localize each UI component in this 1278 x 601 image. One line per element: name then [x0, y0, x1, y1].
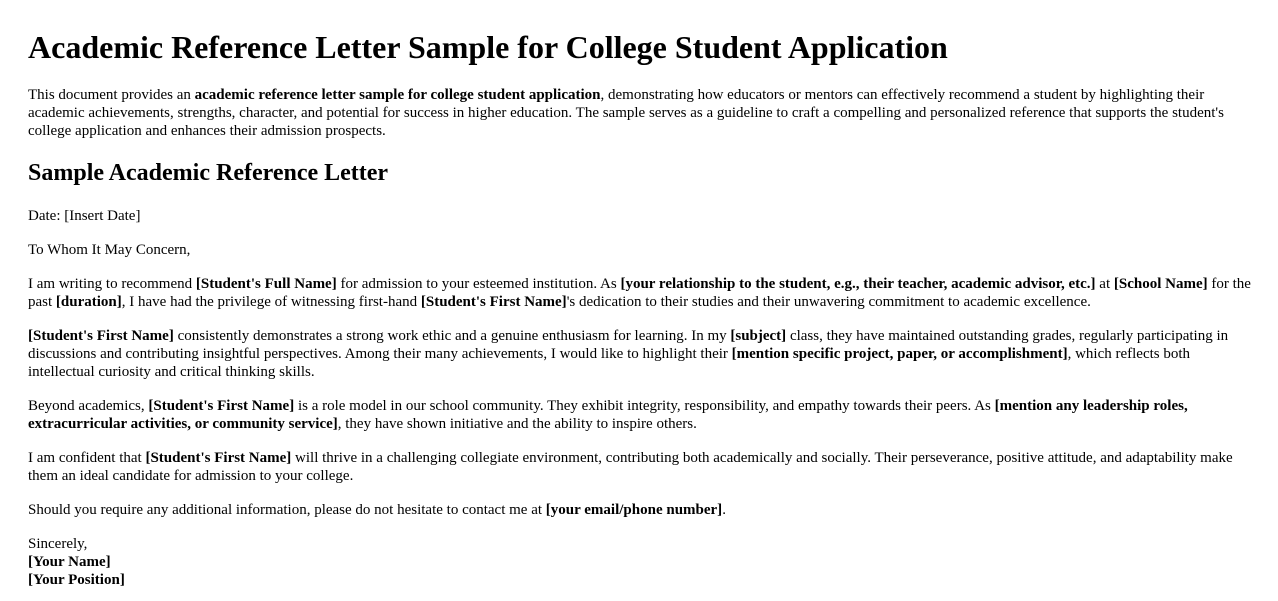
p5-text-2: . [722, 502, 726, 518]
letter-paragraph-1 [28, 275, 1258, 311]
page-title: Academic Reference Letter Sample for College Student Application [28, 29, 948, 65]
letter-paragraph-4 [28, 449, 1258, 485]
letter-paragraph-5 [28, 501, 1258, 519]
p3-placeholder-first-name: [Student's First Name] [148, 398, 295, 414]
p1-text-2: for admission to your esteemed institution. As [336, 276, 621, 292]
p1-placeholder-school-name: [School Name] [1113, 276, 1208, 292]
intro-text-start: This document provides an [28, 87, 195, 103]
letter-paragraph-2 [28, 327, 1258, 381]
p1-text-4: for the past [28, 276, 1251, 310]
closing-your-name: [Your Name] [28, 554, 111, 570]
p1-text-6: 's dedication to their studies and their unwavering commitment to academic excellence. [566, 294, 1091, 310]
p4-text-2: will thrive in a challenging collegiate environment, contributing both academically and socially. Their perseverance, positive attitude, and adaptability make them an ideal candidate for admission to your college. [28, 450, 1233, 484]
p3-placeholder-leadership: [mention any leadership roles, extracurricular activities, or community service] [28, 398, 1188, 432]
p2-text-3: , which reflects both intellectual curiosity and critical thinking skills. [28, 346, 1191, 380]
p2-placeholder-accomplishment: [mention specific project, paper, or accomplishment] [731, 346, 1068, 362]
closing-sincerely: Sincerely, [28, 536, 88, 552]
p4-text-1: I am confident that [28, 450, 146, 466]
p5-placeholder-contact: [your email/phone number] [545, 502, 723, 518]
intro-bold-phrase: academic reference letter sample for college student application [194, 87, 601, 103]
p3-text-3: , they have shown initiative and the ability to inspire others. [337, 416, 697, 432]
letter-closing [28, 535, 1258, 589]
p1-text-3: at [1095, 276, 1114, 292]
p2-text-2: class, they have maintained outstanding grades, regularly participating in discussions and contributing insightful perspectives. Among their many achievements, I would like to highlight their [28, 328, 1229, 362]
p1-placeholder-relationship: [your relationship to the student, e.g., their teacher, academic advisor, etc.] [620, 276, 1096, 292]
section-title: Sample Academic Reference Letter [28, 160, 389, 186]
p5-text-1: Should you require any additional information, please do not hesitate to contact me at [28, 502, 546, 518]
p1-placeholder-first-name: [Student's First Name] [420, 294, 567, 310]
p2-text-1: consistently demonstrates a strong work ethic and a genuine enthusiasm for learning. In my [173, 328, 731, 344]
intro-paragraph [28, 86, 1258, 140]
letter-paragraph-3 [28, 397, 1258, 433]
intro-text-end: , demonstrating how educators or mentors can effectively recommend a student by highlighting their academic achievements, strengths, character, and potential for success in higher education. The sample serves as a guideline to craft a compelling and personalized reference that supports the student's college application and enhances their admission prospects. [28, 87, 1224, 139]
letter-date: Date: [Insert Date] [28, 208, 141, 224]
closing-your-position: [Your Position] [28, 572, 125, 588]
p2-placeholder-first-name: [Student's First Name] [28, 328, 174, 344]
p1-text-1: I am writing to recommend [28, 276, 196, 292]
p4-placeholder-first-name: [Student's First Name] [145, 450, 292, 466]
p1-text-5: , I have had the privilege of witnessing first-hand [121, 294, 421, 310]
p2-placeholder-subject: [subject] [730, 328, 787, 344]
letter-salutation: To Whom It May Concern, [28, 242, 191, 258]
p1-placeholder-duration: [duration] [55, 294, 122, 310]
p3-text-1: Beyond academics, [28, 398, 149, 414]
p3-text-2: is a role model in our school community. They exhibit integrity, responsibility, and empathy towards their peers. As [294, 398, 995, 414]
p1-placeholder-full-name: [Student's Full Name] [195, 276, 337, 292]
